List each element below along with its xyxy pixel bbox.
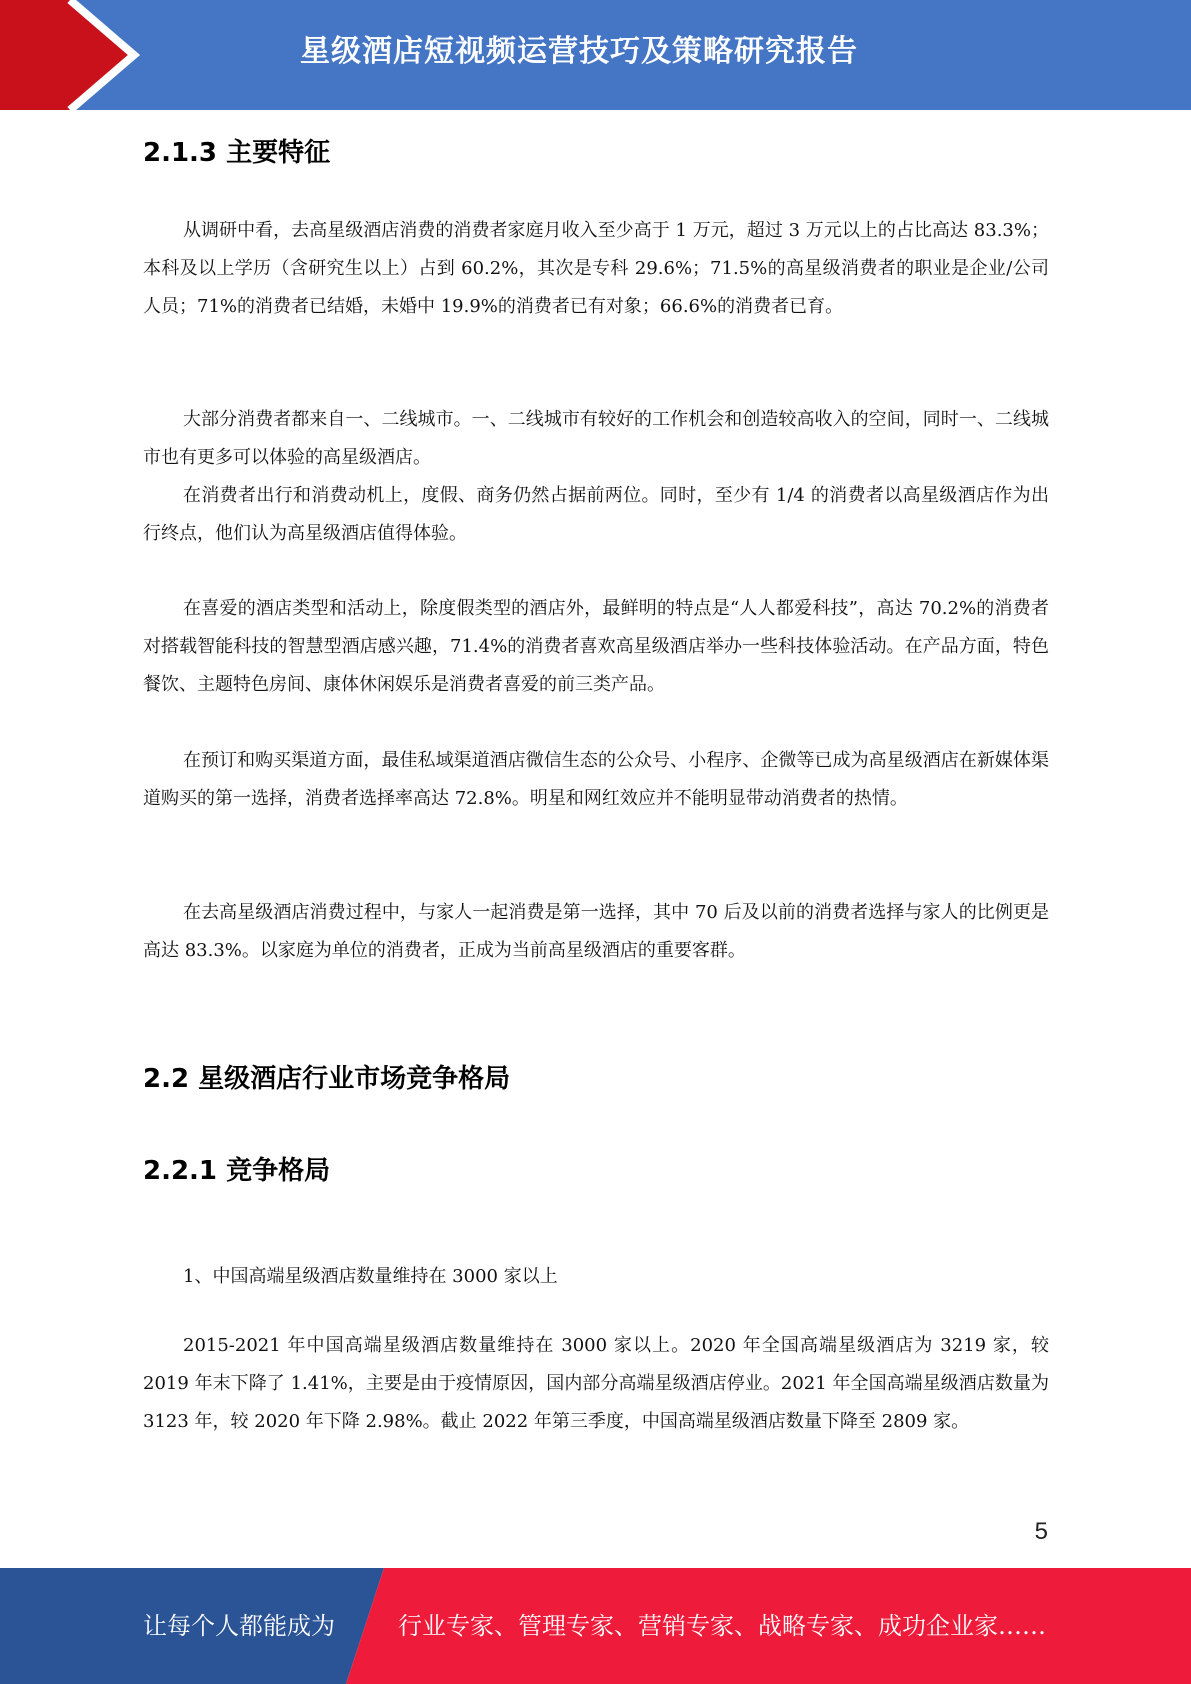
paragraph: 在预订和购买渠道方面，最佳私域渠道酒店微信生态的公众号、小程序、企微等已成为高星级酒店在新媒体渠道购买的第一选择，消费者选择率高达 72.8%。明星和网红效应并不能明显带动消费者的热情。 [143, 750, 1049, 809]
paragraph: 在喜爱的酒店类型和活动上，除度假类型的酒店外，最鲜明的特点是“人人都爱科技”，高达 70.2%的消费者对搭载智能科技的智慧型酒店感兴趣，71.4%的消费者喜欢高星级酒店举办一些科技体验活动。在产品方面，特色餐饮、主题特色房间、康体休闲娱乐是消费者喜爱的前三类产品。 [143, 598, 1049, 695]
paragraph: 在去高星级酒店消费过程中，与家人一起消费是第一选择，其中 70 后及以前的消费者选择与家人的比例更是高达 83.3%。以家庭为单位的消费者，正成为当前高星级酒店的重要客群。 [143, 902, 1049, 961]
list-item-heading: 1、中国高端星级酒店数量维持在 3000 家以上 [183, 1266, 558, 1287]
section-heading-2-2: 2.2 星级酒店行业市场竞争格局 [143, 1064, 511, 1094]
footer-slogan-right: 行业专家、管理专家、营销专家、战略专家、成功企业家…… [398, 1612, 1046, 1640]
header-bar [0, 0, 1191, 110]
header-title: 星级酒店短视频运营技巧及策略研究报告 [300, 34, 858, 69]
section-heading-2-1-3: 2.1.3 主要特征 [143, 138, 331, 168]
header-chevron-icon [0, 0, 150, 110]
paragraph: 从调研中看，去高星级酒店消费的消费者家庭月收入至少高于 1 万元，超过 3 万元以上的占比高达 83.3%；本科及以上学历（含研究生以上）占到 60.2%，其次是专科 29.6%；71.5%的高星级消费者的职业是企业/公司人员；71%的消费者已结婚，未婚中 19.9%的消费者已有对象；66.6%的消费者已育。 [143, 220, 1049, 317]
footer-bar [0, 1568, 1191, 1684]
paragraph: 2015-2021 年中国高端星级酒店数量维持在 3000 家以上。2020 年全国高端星级酒店为 3219 家，较 2019 年末下降了 1.41%，主要是由于疫情原因，国内部分高端星级酒店停业。2021 年全国高端星级酒店数量为 3123 年，较 2020 年下降 2.98%。截止 2022 年第三季度，中国高端星级酒店数量下降至 2809 家。 [143, 1335, 1049, 1432]
paragraph: 大部分消费者都来自一、二线城市。一、二线城市有较好的工作机会和创造较高收入的空间，同时一、二线城市也有更多可以体验的高星级酒店。 [143, 409, 1049, 468]
footer-slogan-left: 让每个人都能成为 [143, 1612, 335, 1640]
page-number: 5 [1034, 1518, 1048, 1545]
paragraph: 在消费者出行和消费动机上，度假、商务仍然占据前两位。同时，至少有 1/4 的消费者以高星级酒店作为出行终点，他们认为高星级酒店值得体验。 [143, 485, 1049, 544]
section-heading-2-2-1: 2.2.1 竞争格局 [143, 1156, 331, 1186]
